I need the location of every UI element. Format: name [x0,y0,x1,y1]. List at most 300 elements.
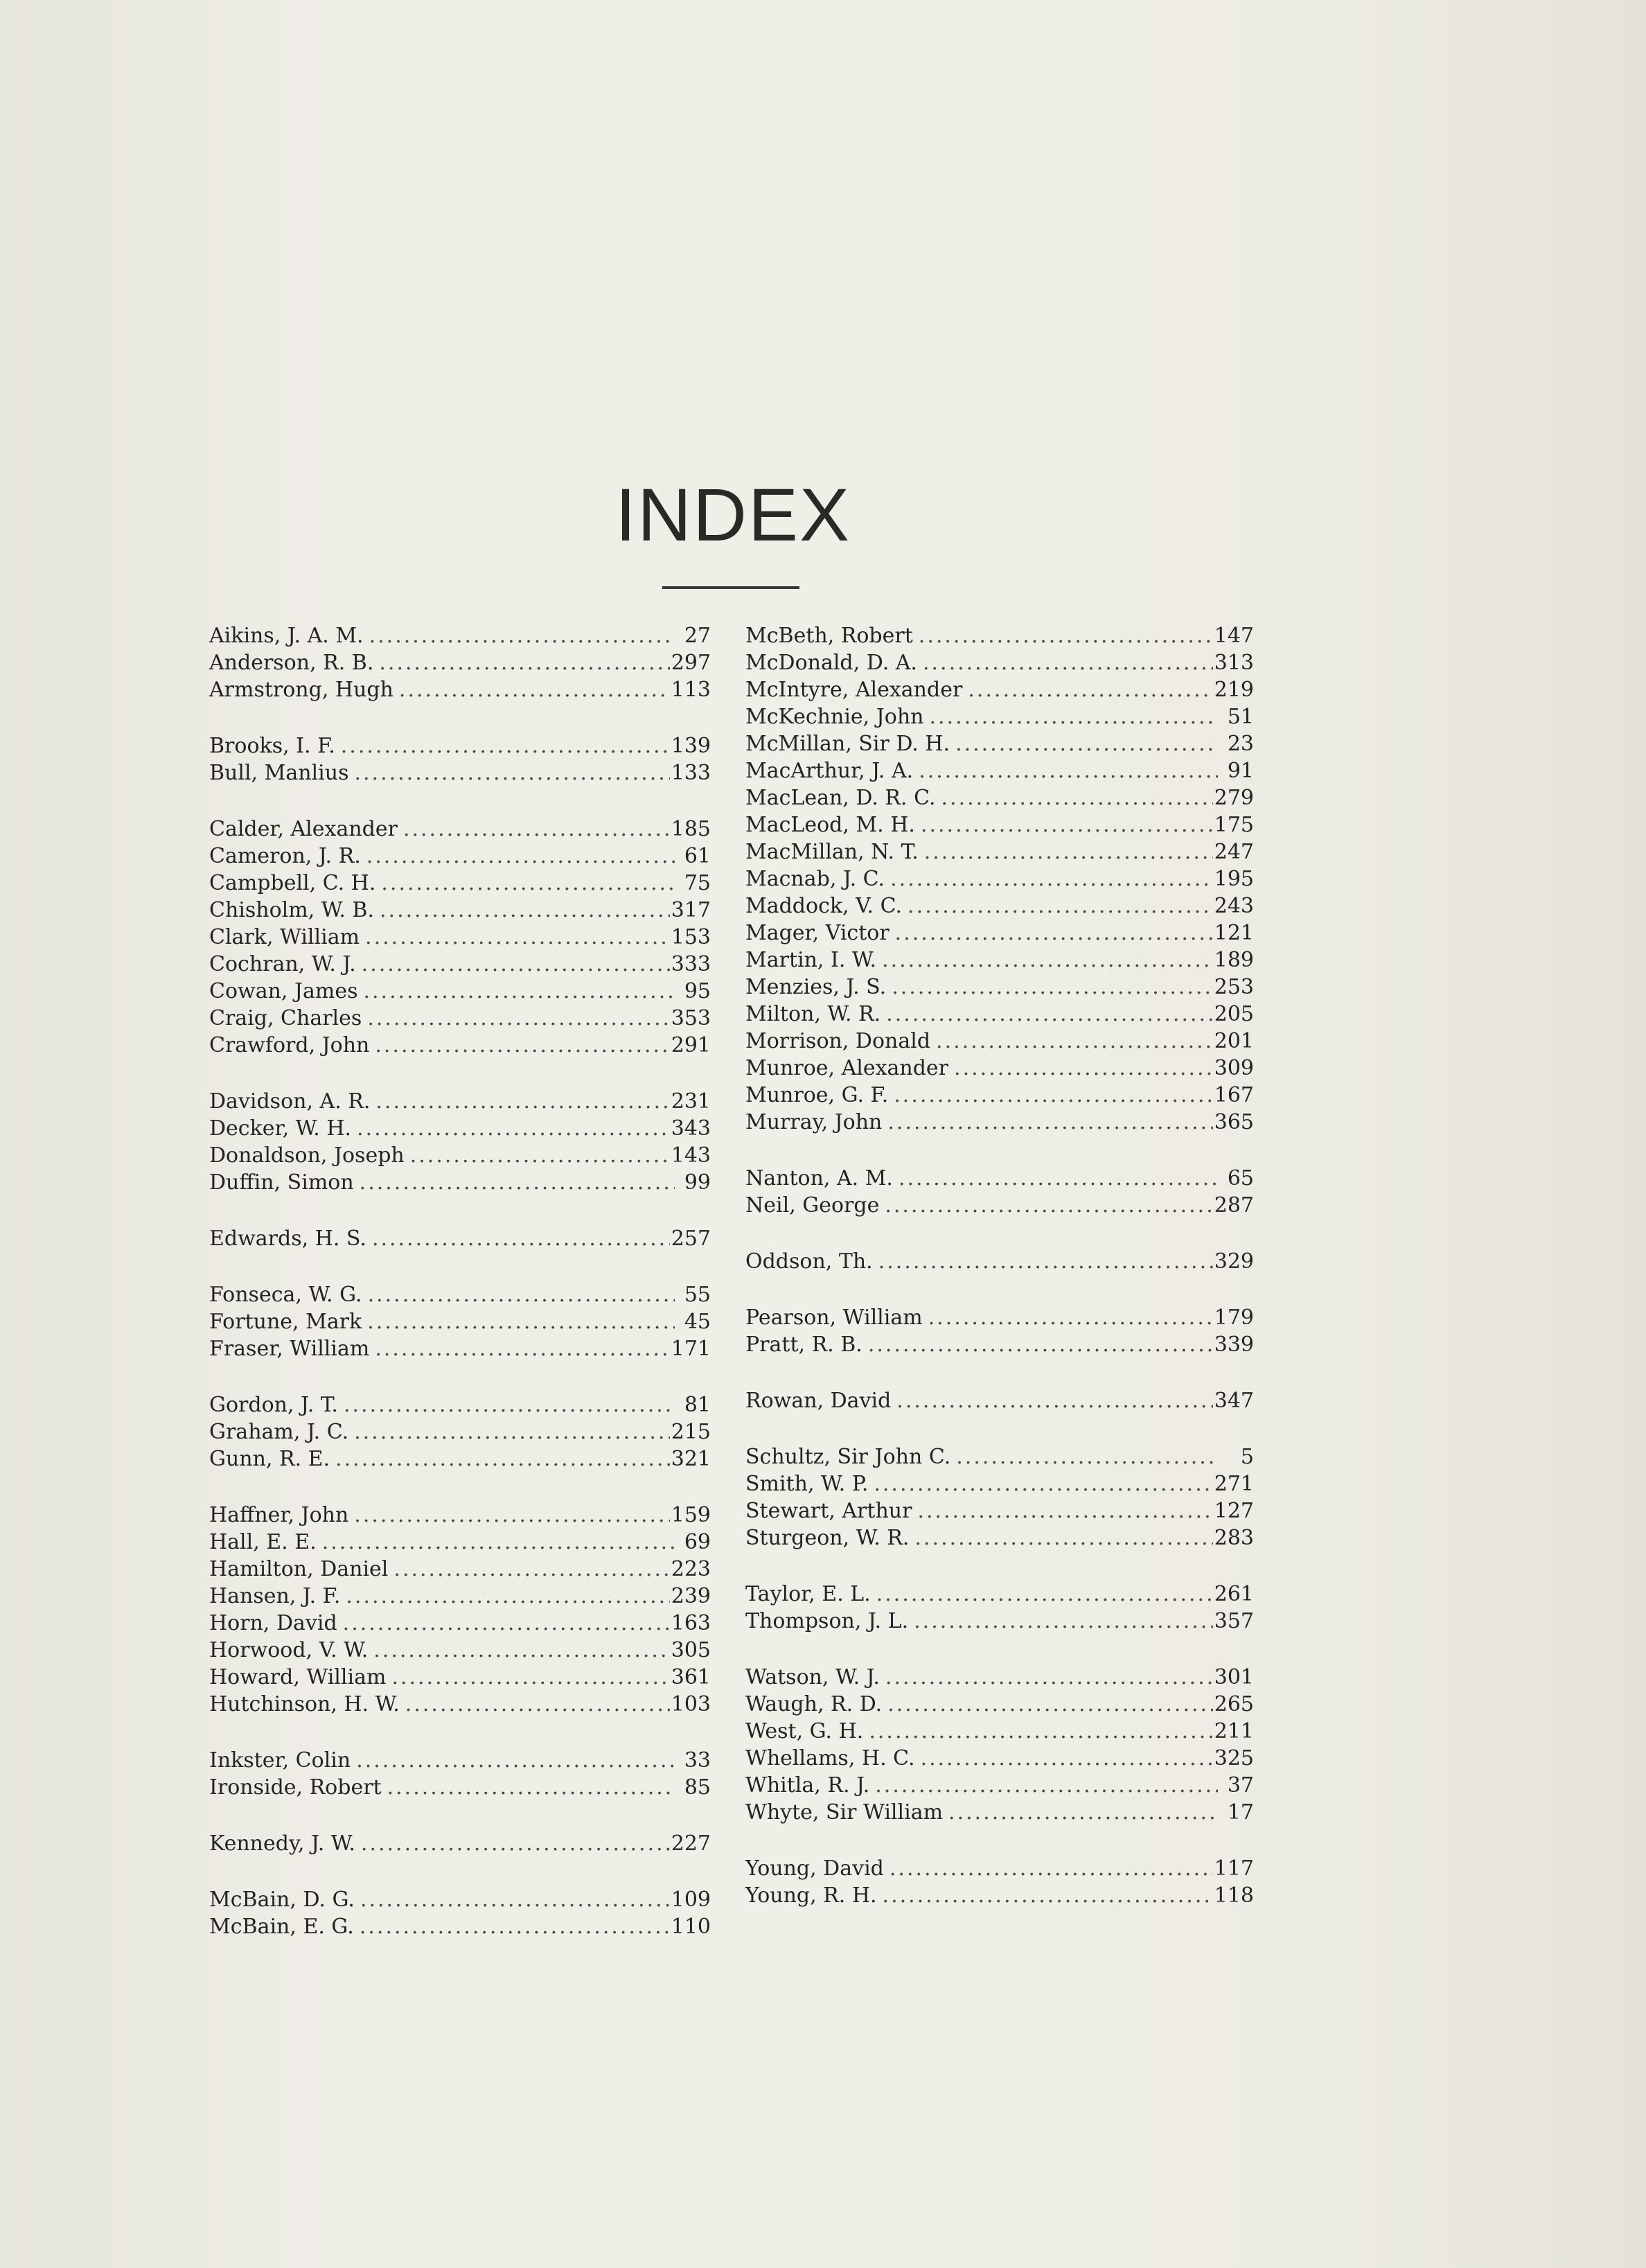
dot-leader [882,947,1213,974]
index-entry [209,1308,711,1335]
entry-name: Waugh, R. D. [745,1692,883,1716]
index-letter-group [209,1391,711,1473]
entry-page-number: 5 [1240,1445,1254,1469]
entry-name: West, G. H. [745,1719,864,1743]
entry-page-number: 313 [1214,651,1254,675]
dot-leader [387,1774,675,1801]
dot-leader [322,1529,675,1556]
entry-name: Whellams, H. C. [745,1746,915,1770]
entry-name: Clark, William [209,925,360,949]
index-entry [209,1691,711,1718]
index-letter-group [745,1855,1254,1909]
index-entry [209,1088,711,1115]
entry-name: Fortune, Mark [209,1310,362,1334]
index-entry [745,1718,1254,1745]
index-entry [745,1882,1254,1909]
dot-leader [936,1028,1213,1055]
index-entry [209,897,711,924]
index-letter-group [209,1281,711,1362]
entry-page-number: 257 [671,1227,711,1251]
entry-page-number: 205 [1214,1002,1254,1026]
entry-page-number: 325 [1214,1746,1254,1770]
entry-page-number: 297 [671,651,711,675]
index-entry [209,1115,711,1142]
entry-name: Aikins, J. A. M. [209,624,364,648]
index-entry [745,1387,1254,1414]
entry-page-number: 219 [1214,678,1254,702]
index-entry [745,893,1254,920]
dot-leader [375,1335,669,1362]
entry-name: Macnab, J. C. [745,867,885,891]
entry-name: Crawford, John [209,1033,370,1057]
entry-name: McKechnie, John [745,705,924,729]
index-letter-group [209,622,711,703]
entry-page-number: 353 [671,1006,711,1030]
index-entry [209,1583,711,1610]
index-entry [745,1497,1254,1524]
entry-name: Inkster, Colin [209,1748,351,1773]
dot-leader [921,811,1213,838]
index-entry [745,1524,1254,1551]
index-entry [745,974,1254,1001]
entry-name: Duffin, Simon [209,1170,354,1195]
index-entry [209,1913,711,1940]
entry-name: Donaldson, Joseph [209,1143,405,1168]
entry-name: Milton, W. R. [745,1002,881,1026]
entry-page-number: 91 [1227,759,1254,783]
group-gap [209,1059,711,1088]
entry-page-number: 211 [1214,1719,1254,1743]
group-gap [209,1857,711,1886]
dot-leader [894,1082,1212,1109]
entry-page-number: 81 [684,1393,711,1417]
index-entry [745,920,1254,947]
entry-name: McIntyre, Alexander [745,678,963,702]
entry-name: Graham, J. C. [209,1420,349,1444]
entry-page-number: 118 [1214,1883,1254,1908]
entry-page-number: 271 [1214,1472,1254,1496]
dot-leader [380,897,670,924]
entry-name: Cameron, J. R. [209,844,361,868]
dot-leader [372,1225,670,1252]
dot-leader [379,649,669,676]
index-entry [209,1637,711,1664]
dot-leader [874,1470,1212,1497]
dot-leader [885,1664,1213,1691]
index-entry [209,1005,711,1032]
group-gap [209,1801,711,1830]
index-column-right [745,622,1254,1909]
index-entry [209,1747,711,1774]
entry-name: Menzies, J. S. [745,975,887,999]
index-entry [745,1304,1254,1331]
dot-leader [886,1001,1213,1028]
index-entry [209,1225,711,1252]
index-entry [209,951,711,978]
index-entry [209,759,711,786]
index-letter-group [209,1886,711,1940]
dot-leader [375,1032,669,1059]
group-gap [745,1414,1254,1443]
dot-leader [923,649,1213,676]
index-entry [209,1032,711,1059]
index-entry [209,1529,711,1556]
entry-name: Munroe, G. F. [745,1083,889,1107]
entry-page-number: 55 [684,1283,711,1307]
index-letter-group [745,622,1254,1136]
index-entry [745,649,1254,676]
entry-name: McDonald, D. A. [745,651,917,675]
index-entry [745,757,1254,784]
entry-page-number: 143 [671,1143,711,1168]
entry-name: Taylor, E. L. [745,1582,871,1606]
index-entry [745,1608,1254,1635]
group-gap [209,1196,711,1225]
entry-name: Haffner, John [209,1503,349,1527]
entry-page-number: 329 [1214,1249,1254,1274]
index-letter-group [209,1088,711,1196]
entry-page-number: 167 [1214,1083,1254,1107]
index-letter-group [209,1502,711,1718]
entry-name: Hall, E. E. [209,1530,317,1554]
entry-name: McBain, D. G. [209,1888,355,1912]
index-letter-group [209,1747,711,1801]
entry-page-number: 159 [671,1503,711,1527]
dot-leader [343,1610,670,1637]
entry-name: McMillan, Sir D. H. [745,732,950,756]
dot-leader [896,1387,1212,1414]
index-entry [209,1445,711,1473]
dot-leader [878,1248,1213,1275]
entry-page-number: 113 [671,678,711,702]
entry-name: Whyte, Sir William [745,1800,944,1825]
dot-leader [968,676,1212,703]
entry-name: Calder, Alexander [209,817,398,841]
index-letter-group [745,1581,1254,1635]
title-rule [662,586,799,589]
group-gap [209,1718,711,1747]
entry-name: Fraser, William [209,1337,370,1361]
dot-leader [868,1331,1213,1358]
entry-page-number: 133 [671,761,711,785]
dot-leader [366,843,675,870]
entry-name: Pratt, R. B. [745,1333,862,1357]
entry-page-number: 321 [671,1447,711,1471]
entry-page-number: 103 [671,1692,711,1716]
dot-leader [367,1005,669,1032]
entry-page-number: 339 [1214,1333,1254,1357]
index-entry [209,978,711,1005]
group-gap [209,1473,711,1502]
entry-page-number: 175 [1214,813,1254,837]
dot-leader [928,1304,1213,1331]
entry-name: Mager, Victor [745,921,890,945]
entry-name: Cochran, W. J. [209,952,356,976]
entry-page-number: 33 [684,1748,711,1773]
dot-leader [365,924,670,951]
index-entry [745,811,1254,838]
dot-leader [929,703,1218,730]
entry-name: Gunn, R. E. [209,1447,330,1471]
index-entry [209,676,711,703]
dot-leader [908,893,1213,920]
entry-name: McBain, E. G. [209,1915,354,1939]
entry-name: MacArthur, J. A. [745,759,914,783]
entry-page-number: 201 [1214,1029,1254,1053]
dot-leader [362,951,670,978]
entry-name: Young, R. H. [745,1883,877,1908]
index-entry [745,1581,1254,1608]
index-letter-group [209,816,711,1059]
entry-name: Horn, David [209,1611,337,1635]
entry-name: MacLean, D. R. C. [745,786,936,810]
entry-page-number: 301 [1214,1665,1254,1689]
index-entry [745,1109,1254,1136]
index-entry [745,1470,1254,1497]
dot-leader [955,730,1218,757]
entry-page-number: 361 [671,1665,711,1689]
index-entry [745,1772,1254,1799]
entry-name: Neil, George [745,1193,880,1217]
entry-page-number: 147 [1214,624,1254,648]
entry-page-number: 121 [1214,921,1254,945]
entry-page-number: 51 [1227,705,1254,729]
entry-name: Chisholm, W. B. [209,898,375,922]
index-entry [745,703,1254,730]
dot-leader [941,784,1213,811]
entry-page-number: 317 [671,898,711,922]
entry-page-number: 287 [1214,1193,1254,1217]
entry-page-number: 99 [684,1170,711,1195]
entry-page-number: 171 [671,1337,711,1361]
entry-page-number: 185 [671,817,711,841]
entry-page-number: 305 [671,1638,711,1662]
index-entry [209,1418,711,1445]
dot-leader [356,1747,675,1774]
dot-leader [887,1691,1213,1718]
entry-name: Cowan, James [209,979,358,1003]
entry-page-number: 333 [671,952,711,976]
dot-leader [919,757,1218,784]
index-entry [745,1082,1254,1109]
index-entry [209,843,711,870]
dot-leader [354,1502,669,1529]
entry-name: Young, David [745,1856,884,1881]
dot-leader [890,865,1213,893]
dot-leader [381,870,675,897]
group-gap [745,1219,1254,1248]
index-entry [209,649,711,676]
entry-page-number: 357 [1214,1609,1254,1633]
entry-name: Davidson, A. R. [209,1089,371,1114]
entry-page-number: 179 [1214,1306,1254,1330]
index-entry [745,1691,1254,1718]
dot-leader [360,1169,675,1196]
index-entry [745,1855,1254,1882]
dot-leader [346,1583,669,1610]
index-entry [745,1664,1254,1691]
index-entry [745,730,1254,757]
index-entry [745,676,1254,703]
dot-leader [954,1055,1213,1082]
entry-page-number: 61 [684,844,711,868]
entry-page-number: 65 [1227,1166,1254,1190]
entry-page-number: 189 [1214,948,1254,972]
dot-leader [914,1524,1212,1551]
index-entry [745,1001,1254,1028]
dot-leader [924,838,1213,865]
index-letter-group [745,1664,1254,1826]
index-entry [209,1502,711,1529]
dot-leader [887,1109,1212,1136]
entry-name: Gordon, J. T. [209,1393,338,1417]
entry-name: Anderson, R. B. [209,651,374,675]
dot-leader [895,920,1213,947]
index-entry [745,622,1254,649]
dot-leader [948,1799,1218,1826]
dot-leader [890,1855,1213,1882]
entry-name: Fonseca, W. G. [209,1283,362,1307]
entry-page-number: 37 [1227,1773,1254,1797]
entry-page-number: 23 [1227,732,1254,756]
entry-page-number: 153 [671,925,711,949]
entry-page-number: 253 [1214,975,1254,999]
entry-name: Maddock, V. C. [745,894,903,918]
dot-leader [917,1497,1212,1524]
dot-leader [956,1443,1218,1470]
entry-page-number: 243 [1214,894,1254,918]
index-entry [745,1165,1254,1192]
group-gap [209,703,711,732]
entry-name: Howard, William [209,1665,387,1689]
index-entry [209,1664,711,1691]
group-gap [745,1136,1254,1165]
entry-page-number: 309 [1214,1056,1254,1080]
entry-page-number: 231 [671,1089,711,1114]
group-gap [209,786,711,816]
index-entry [745,1443,1254,1470]
entry-page-number: 110 [671,1915,711,1939]
entry-name: Watson, W. J. [745,1665,880,1689]
entry-name: Hansen, J. F. [209,1584,341,1608]
dot-leader [405,1691,670,1718]
entry-page-number: 27 [684,624,711,648]
index-entry [745,1192,1254,1219]
dot-leader [876,1581,1213,1608]
entry-name: Hamilton, Daniel [209,1557,389,1581]
index-entry [209,1391,711,1418]
entry-page-number: 117 [1214,1856,1254,1881]
index-entry [209,1335,711,1362]
entry-name: Nanton, A. M. [745,1166,893,1190]
index-letter-group [745,1443,1254,1551]
entry-page-number: 343 [671,1116,711,1141]
index-letter-group [209,1225,711,1252]
dot-leader [373,1637,669,1664]
entry-name: Sturgeon, W. R. [745,1526,910,1550]
dot-leader [367,1308,675,1335]
entry-name: Munroe, Alexander [745,1056,949,1080]
entry-name: Armstrong, Hugh [209,678,393,702]
group-gap [209,1362,711,1391]
index-entry [209,924,711,951]
dot-leader [393,1556,669,1583]
page-title: INDEX [614,473,851,556]
entry-page-number: 223 [671,1557,711,1581]
entry-page-number: 195 [1214,867,1254,891]
dot-leader [360,1886,670,1913]
index-entry [209,1610,711,1637]
index-entry [745,1248,1254,1275]
dot-leader [354,1418,670,1445]
index-letter-group [745,1165,1254,1219]
entry-name: Horwood, V. W. [209,1638,369,1662]
dot-leader [354,759,669,786]
index-letter-group [745,1304,1254,1358]
entry-page-number: 365 [1214,1110,1254,1134]
dot-leader [360,1913,670,1940]
entry-page-number: 261 [1214,1582,1254,1606]
entry-name: Murray, John [745,1110,883,1134]
entry-name: Edwards, H. S. [209,1227,366,1251]
entry-page-number: 75 [684,871,711,895]
entry-page-number: 247 [1214,840,1254,864]
dot-leader [368,1281,675,1308]
index-letter-group [745,1387,1254,1414]
dot-leader [391,1664,669,1691]
index-letter-group [209,732,711,786]
entry-name: McBeth, Robert [745,624,913,648]
dot-leader [869,1718,1212,1745]
index-entry [745,838,1254,865]
index-entry [745,1028,1254,1055]
entry-page-number: 127 [1214,1499,1254,1523]
index-entry [745,1799,1254,1826]
index-entry [745,947,1254,974]
entry-name: Smith, W. P. [745,1472,869,1496]
entry-name: Pearson, William [745,1306,923,1330]
entry-page-number: 215 [671,1420,711,1444]
index-entry [209,1142,711,1169]
entry-page-number: 283 [1214,1526,1254,1550]
dot-leader [899,1165,1218,1192]
index-letter-group [745,1248,1254,1275]
entry-name: Oddson, Th. [745,1249,873,1274]
group-gap [209,1252,711,1281]
entry-name: Morrison, Donald [745,1029,931,1053]
index-column-left [209,622,711,1940]
dot-leader [361,1830,670,1857]
index-entry [209,732,711,759]
index-entry [745,865,1254,893]
dot-leader [885,1192,1212,1219]
index-entry [209,1830,711,1857]
entry-page-number: 17 [1227,1800,1254,1825]
group-gap [745,1826,1254,1855]
group-gap [745,1275,1254,1304]
index-entry [745,784,1254,811]
entry-page-number: 45 [684,1310,711,1334]
index-entry [209,816,711,843]
entry-name: Bull, Manlius [209,761,349,785]
entry-name: Rowan, David [745,1389,892,1413]
entry-name: Stewart, Arthur [745,1499,912,1523]
dot-leader [357,1115,670,1142]
index-entry [209,1281,711,1308]
entry-name: Martin, I. W. [745,948,877,972]
index-entry [209,622,711,649]
entry-name: Decker, W. H. [209,1116,352,1141]
